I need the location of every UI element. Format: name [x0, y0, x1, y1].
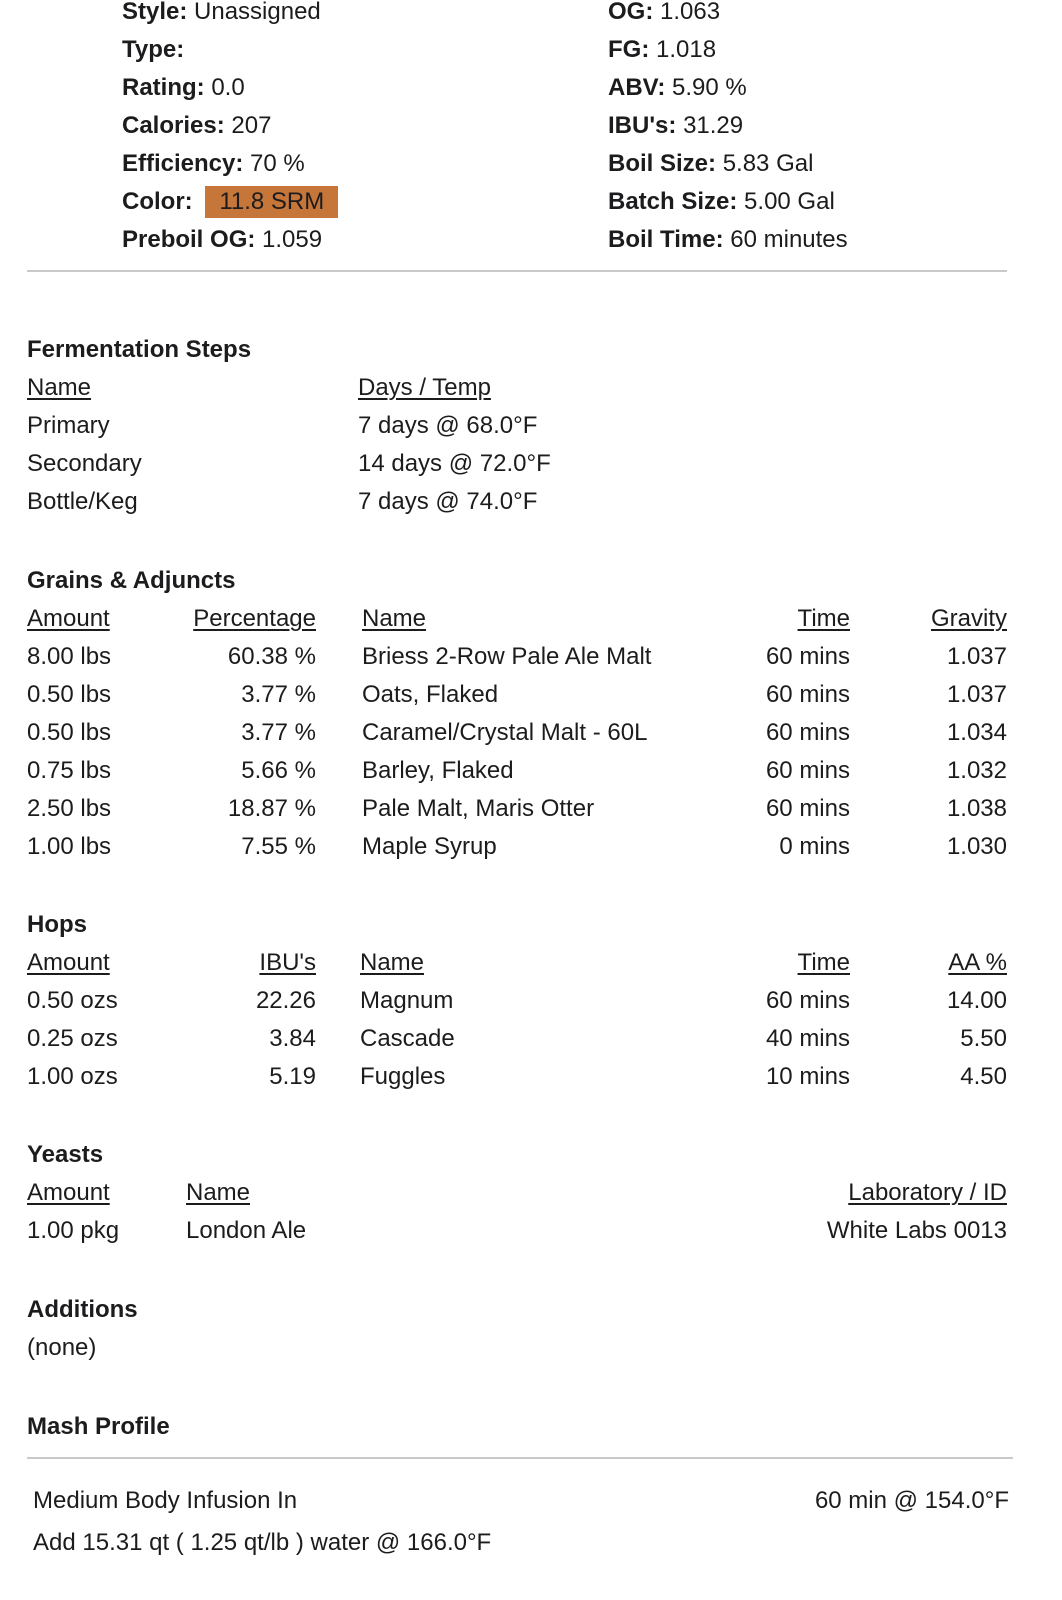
hop-name: Magnum [360, 987, 454, 1014]
abv-label: ABV: [608, 74, 666, 101]
grain-name: Maple Syrup [362, 833, 497, 860]
grain-name: Caramel/Crystal Malt - 60L [362, 719, 648, 746]
hop-aa: 4.50 [960, 1063, 1007, 1090]
efficiency-row [122, 149, 305, 179]
hop-ibus: 3.84 [269, 1025, 316, 1052]
yeast-name: London Ale [186, 1217, 307, 1244]
hop-ibus: 5.19 [269, 1063, 316, 1090]
mash-step-time-temp: 60 min @ 154.0°F [814, 1487, 1009, 1514]
style-value: Unassigned [194, 0, 321, 25]
yeasts-title: Yeasts [27, 1141, 104, 1168]
grain-amount: 0.50 lbs [27, 719, 112, 746]
grain-time: 60 mins [765, 795, 850, 822]
fermentation-step-days-temp: 7 days @ 68.0°F [358, 412, 538, 439]
boil-size-label: Boil Size: [608, 150, 717, 177]
mash-divider [27, 1457, 1013, 1459]
abv-row [608, 73, 747, 103]
grain-gravity: 1.037 [946, 681, 1007, 708]
hop-amount: 1.00 ozs [27, 1063, 118, 1090]
type-row [122, 35, 184, 65]
grain-name: Briess 2-Row Pale Ale Malt [362, 643, 652, 670]
fermentation-header-days-temp: Days / Temp [358, 374, 491, 401]
fermentation-step-days-temp: 14 days @ 72.0°F [358, 450, 551, 477]
ibu-label: IBU's: [608, 112, 677, 139]
hop-amount: 0.25 ozs [27, 1025, 118, 1052]
mash-title: Mash Profile [27, 1413, 170, 1440]
grain-gravity: 1.037 [946, 643, 1007, 670]
grain-percentage: 5.66 % [241, 757, 316, 784]
grain-percentage: 7.55 % [241, 833, 316, 860]
hop-time: 60 mins [765, 987, 850, 1014]
mash-step-name: Medium Body Infusion In [33, 1487, 298, 1514]
fermentation-step-name: Secondary [27, 450, 142, 477]
fg-value: 1.018 [656, 36, 717, 63]
summary-divider [27, 270, 1007, 272]
preboil-og-label: Preboil OG: [122, 226, 256, 253]
additions-value: (none) [27, 1334, 97, 1361]
og-row [608, 0, 720, 27]
hops-header-time: Time [797, 949, 850, 976]
fermentation-header-name: Name [27, 374, 92, 401]
yeasts-header-name: Name [186, 1179, 251, 1206]
rating-row [122, 73, 245, 103]
boil-time-label: Boil Time: [608, 226, 724, 253]
grain-amount: 8.00 lbs [27, 643, 112, 670]
grains-header-amount: Amount [27, 605, 110, 632]
hop-time: 40 mins [765, 1025, 850, 1052]
grain-gravity: 1.032 [946, 757, 1007, 784]
grain-time: 60 mins [765, 719, 850, 746]
calories-value: 207 [231, 112, 272, 139]
fg-row [608, 35, 716, 65]
grain-gravity: 1.030 [946, 833, 1007, 860]
grain-name: Pale Malt, Maris Otter [362, 795, 595, 822]
batch-size-row [608, 187, 835, 217]
og-label: OG: [608, 0, 654, 25]
hops-header-aa: AA % [948, 949, 1007, 976]
preboil-og-value: 1.059 [262, 226, 323, 253]
grain-name: Barley, Flaked [362, 757, 514, 784]
color-row [122, 186, 338, 218]
style-label: Style: [122, 0, 188, 25]
style-row [122, 0, 321, 27]
hop-time: 10 mins [765, 1063, 850, 1090]
grain-amount: 1.00 lbs [27, 833, 112, 860]
boil-time-value: 60 minutes [730, 226, 848, 253]
ibu-value: 31.29 [683, 112, 744, 139]
color-swatch: 11.8 SRM [205, 186, 338, 218]
boil-time-row [608, 225, 848, 255]
calories-row [122, 111, 271, 141]
grain-time: 60 mins [765, 643, 850, 670]
yeast-amount: 1.00 pkg [27, 1217, 120, 1244]
grain-percentage: 3.77 % [241, 719, 316, 746]
efficiency-label: Efficiency: [122, 150, 244, 177]
fermentation-step-name: Bottle/Keg [27, 488, 138, 515]
hop-aa: 14.00 [946, 987, 1007, 1014]
boil-size-value: 5.83 Gal [722, 150, 814, 177]
grain-percentage: 60.38 % [227, 643, 316, 670]
grains-header-name: Name [362, 605, 427, 632]
calories-label: Calories: [122, 112, 225, 139]
batch-size-label: Batch Size: [608, 188, 738, 215]
preboil-og-row [122, 225, 322, 255]
grain-amount: 0.75 lbs [27, 757, 112, 784]
batch-size-value: 5.00 Gal [744, 188, 835, 215]
grain-gravity: 1.038 [946, 795, 1007, 822]
type-label: Type: [122, 36, 185, 63]
hop-aa: 5.50 [960, 1025, 1007, 1052]
yeasts-header-amount: Amount [27, 1179, 110, 1206]
mash-step-detail: Add 15.31 qt ( 1.25 qt/lb ) water @ 166.0°F [33, 1529, 492, 1556]
grains-title: Grains & Adjuncts [27, 567, 236, 594]
hop-name: Cascade [360, 1025, 455, 1052]
grain-amount: 2.50 lbs [27, 795, 112, 822]
efficiency-value: 70 % [250, 150, 305, 177]
hop-ibus: 22.26 [255, 987, 316, 1014]
rating-label: Rating: [122, 74, 205, 101]
grain-gravity: 1.034 [946, 719, 1007, 746]
grain-time: 0 mins [779, 833, 850, 860]
og-value: 1.063 [660, 0, 721, 25]
grain-percentage: 18.87 % [227, 795, 316, 822]
yeast-lab: White Labs 0013 [826, 1217, 1007, 1244]
grain-time: 60 mins [765, 757, 850, 784]
ibu-row [608, 111, 743, 141]
hop-amount: 0.50 ozs [27, 987, 118, 1014]
hops-header-amount: Amount [27, 949, 110, 976]
grains-header-gravity: Gravity [930, 605, 1007, 632]
grain-name: Oats, Flaked [362, 681, 499, 708]
abv-value: 5.90 % [672, 74, 747, 101]
fermentation-step-days-temp: 7 days @ 74.0°F [358, 488, 538, 515]
fermentation-step-name: Primary [27, 412, 110, 439]
hops-header-name: Name [360, 949, 425, 976]
boil-size-row [608, 149, 813, 179]
grains-header-time: Time [797, 605, 850, 632]
hops-title: Hops [27, 911, 87, 938]
fg-label: FG: [608, 36, 650, 63]
grain-percentage: 3.77 % [241, 681, 316, 708]
fermentation-title: Fermentation Steps [27, 336, 252, 363]
color-label: Color: [122, 188, 193, 215]
rating-value: 0.0 [211, 74, 245, 101]
additions-title: Additions [27, 1296, 138, 1323]
hop-name: Fuggles [360, 1063, 446, 1090]
grain-time: 60 mins [765, 681, 850, 708]
grains-header-percentage: Percentage [193, 605, 316, 632]
yeasts-header-lab: Laboratory / ID [848, 1179, 1007, 1206]
grain-amount: 0.50 lbs [27, 681, 112, 708]
hops-header-ibus: IBU's [259, 949, 316, 976]
